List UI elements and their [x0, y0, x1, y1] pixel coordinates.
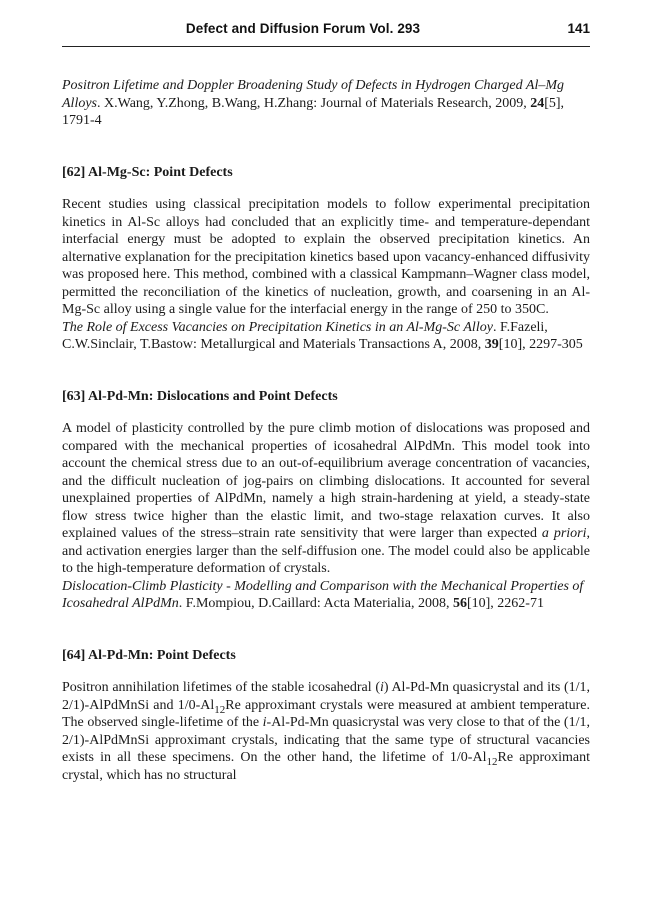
text-run: , and activation energies larger than the self-diffusion one. The model could also be applicable to the high-temperature deformation of crystals. — [62, 526, 590, 576]
text-run: [5], 1791-4 — [62, 95, 565, 128]
section-62-citation — [62, 319, 590, 354]
text-run: . F.Fazeli, C.W.Sinclair, T.Bastow: Metallurgical and Materials Transactions A, 2008, — [62, 319, 548, 352]
page-number: 141 — [567, 21, 590, 36]
text-run: Recent studies using classical precipitation models to follow experimental precipitation kinetics in Al-Sc alloys had concluded that an explicitly time- and temperature-dependant interfacial energy must be adopted to explain the observed precipitation kinetics. An alternative explanation for the precipitation kinetics based upon vacancy-enhanced diffusivity was proposed here. This method, combined with a classical Kampmann–Wagner class model, permitted the reconciliation of the kinetics of nucleation, growth, and coarsening in an Al-Mg-Sc alloy using a single value for the interfacial energy in the range of 250 to 350C. — [62, 197, 590, 317]
page-body — [62, 77, 590, 784]
section-63-abstract — [62, 420, 590, 578]
header-rule — [62, 46, 590, 47]
section-64-abstract — [62, 679, 590, 784]
text-run: a priori — [541, 526, 587, 541]
text-run: i — [262, 715, 267, 730]
subscript-text: 12 — [486, 755, 498, 768]
section-63-heading — [62, 388, 590, 406]
subscript-text: 12 — [214, 703, 226, 716]
text-run: [10], 2297-305 — [498, 337, 583, 352]
journal-title: Defect and Diffusion Forum Vol. 293 — [185, 21, 421, 36]
text-run: Positron annihilation lifetimes of the stable icosahedral ( — [62, 680, 380, 695]
section-63-citation — [62, 578, 590, 613]
text-run: ) Al-Pd-Mn quasicrystal and its (1/1, 2/1)-AlPdMnSi and 1/0-Al — [62, 680, 591, 713]
text-run: 24 — [530, 95, 545, 111]
text-run: Positron Lifetime and Doppler Broadening Study of Defects in Hydrogen Charged Al–Mg Alloys — [62, 78, 564, 111]
text-run: [10], 2262-71 — [466, 596, 544, 611]
reference-citation-previous-entry — [62, 77, 590, 130]
section-62-heading — [62, 164, 590, 182]
text-run: . X.Wang, Y.Zhong, B.Wang, H.Zhang: Journal of Materials Research, 2009, — [97, 95, 531, 111]
text-run: Re approximant crystal, which has no structural — [62, 750, 591, 783]
page-header — [62, 14, 590, 46]
text-run: [64] Al-Pd-Mn: Point Defects — [62, 647, 236, 663]
text-run: [63] Al-Pd-Mn: Dislocations and Point Defects — [62, 388, 338, 404]
text-run: Re approximant crystals were measured at ambient temperature. The observed single-lifetime of the — [62, 697, 591, 730]
section-64-heading — [62, 647, 590, 665]
section-62-abstract — [62, 196, 590, 319]
text-run: Dislocation-Climb Plasticity - Modelling and Comparison with the Mechanical Properties of Icosahedral AlPdMn — [62, 578, 584, 611]
text-run: 56 — [452, 596, 467, 611]
text-run: i — [380, 680, 384, 695]
text-run: The Role of Excess Vacancies on Precipitation Kinetics in an Al-Mg-Sc Alloy — [62, 319, 493, 335]
text-run: A model of plasticity controlled by the pure climb motion of dislocations was proposed and compared with the mechanical properties of icosahedral AlPdMn. This model took into account the chemical stress due to an out-of-equilibrium average concentration of vacancies, and the difficult nucleation of jog-pairs on climbing dislocations. It accounted for several unexplained properties of AlPdMn, namely a high strain-hardening at yield, a steady-state flow stress twice higher than the elastic limit, and two-stage relaxation curves. It also explained values of the stress–strain rate sensitivity that were larger than expected — [62, 421, 590, 541]
text-run: 39 — [484, 337, 499, 352]
text-run: . F.Mompiou, D.Caillard: Acta Materialia, 2008, — [178, 596, 453, 611]
text-run: [62] Al-Mg-Sc: Point Defects — [62, 164, 233, 180]
text-run: -Al-Pd-Mn quasicrystal was very close to that of the (1/1, 2/1)-AlPdMnSi approximant crystals, indicating that the same type of structural vacancies exists in all these specimens. On the other hand, the lifetime of 1/0-Al — [62, 715, 590, 765]
